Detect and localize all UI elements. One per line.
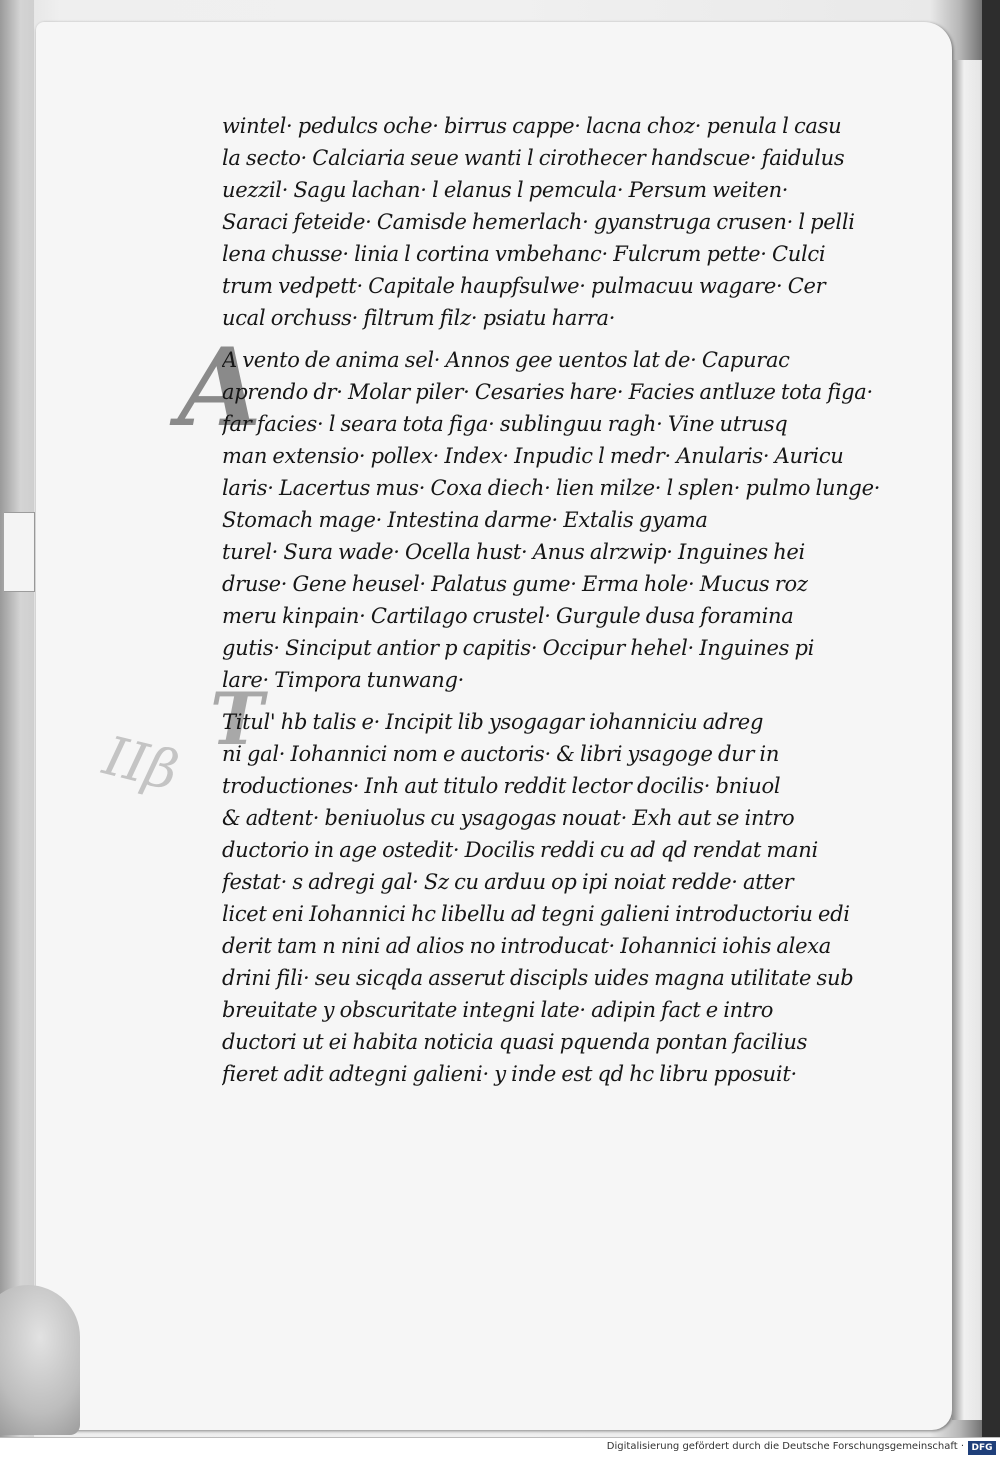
text-line: ucal orchuss· filtrum filz· psiatu harra· xyxy=(222,306,616,330)
text-line: trum vedpett· Capitale haupfsulwe· pulmacuu wagare· Cer xyxy=(222,274,826,298)
binding-left-edge xyxy=(0,0,34,1437)
text-line: licet eni Iohannici hc libellu ad tegni galieni introductoriu edi xyxy=(222,902,850,926)
text-line: & adtent· beniuolus cu ysagogas nouat· Exh aut se intro xyxy=(222,806,795,830)
text-line: far facies· l seara tota figa· sublinguu ragh· Vine utrusq xyxy=(222,412,788,436)
digitization-footer xyxy=(0,1437,1000,1458)
text-line: Saraci feteide· Camisde hemerlach· gyanstruga crusen· l pelli xyxy=(222,210,855,234)
text-line: Stomach mage· Intestina darme· Extalis gyama xyxy=(222,508,708,532)
text-line: ni gal· Iohannici nom e auctoris· & libri ysagoge dur in xyxy=(222,742,780,766)
margin-folio-note: ΙΙβ xyxy=(97,723,185,804)
text-line: la secto· Calciaria seue wanti l cirothecer handscue· faidulus xyxy=(222,146,845,170)
text-line: lare· Timpora tunwang· xyxy=(222,668,465,692)
text-line: lena chusse· linia l cortina vmbehanc· Fulcrum pette· Culci xyxy=(222,242,826,266)
text-line: meru kinpain· Cartilago crustel· Gurgule dusa foramina xyxy=(222,604,794,628)
footer-credit: Digitalisierung gefördert durch die Deutsche Forschungsgemeinschaft · xyxy=(606,1441,964,1452)
text-line: uezzil· Sagu lachan· l elanus l pemcula· Persum weiten· xyxy=(222,178,789,202)
text-line: ductori ut ei habita noticia quasi pquenda pontan facilius xyxy=(222,1030,808,1054)
text-line: Titul' hb talis e· Incipit lib ysogagar iohanniciu adreg xyxy=(222,710,764,734)
decorated-initial-a: A xyxy=(178,325,262,451)
text-line: festat· s adregi gal· Sz cu arduu op ipi noiat redde· atter xyxy=(222,870,794,894)
decorated-initial-t: T xyxy=(210,676,264,761)
binding-right-edge xyxy=(982,0,1000,1437)
text-line: man extensio· pollex· Index· Inpudic l medr· Anularis· Auricu xyxy=(222,444,844,468)
dfg-logo[interactable]: DFG xyxy=(968,1441,996,1455)
text-line: aprendo dr· Molar piler· Cesaries hare· Facies antluze tota figa· xyxy=(222,380,873,404)
text-line: drini fili· seu sicqda asserut discipls uides magna utilitate sub xyxy=(222,966,854,990)
text-line: breuitate y obscuritate integni late· adipin fact e intro xyxy=(222,998,774,1022)
text-line: laris· Lacertus mus· Coxa diech· lien milze· l splen· pulmo lunge· xyxy=(222,476,881,500)
page-tab-marker xyxy=(4,512,35,592)
text-line: fieret adit adtegni galieni· y inde est qd hc libru pposuit· xyxy=(222,1062,797,1086)
text-line: A vento de anima sel· Annos gee uentos lat de· Capurac xyxy=(222,348,790,372)
text-line: ductorio in age ostedit· Docilis reddi cu ad qd rendat mani xyxy=(222,838,818,862)
text-line: druse· Gene heusel· Palatus gume· Erma hole· Mucus roz xyxy=(222,572,808,596)
text-line: gutis· Sinciput antior p capitis· Occipur hehel· Inguines pi xyxy=(222,636,815,660)
text-line: derit tam n nini ad alios no introducat· Iohannici iohis alexa xyxy=(222,934,831,958)
text-line: wintel· pedulcs oche· birrus cappe· lacna choz· penula l casu xyxy=(222,114,842,138)
holder-thumb xyxy=(0,1285,80,1435)
manuscript-text-block xyxy=(222,110,924,1090)
text-line: turel· Sura wade· Ocella hust· Anus alrzwip· Inguines hei xyxy=(222,540,805,564)
text-line: troductiones· Inh aut titulo reddit lector docilis· bniuol xyxy=(222,774,781,798)
